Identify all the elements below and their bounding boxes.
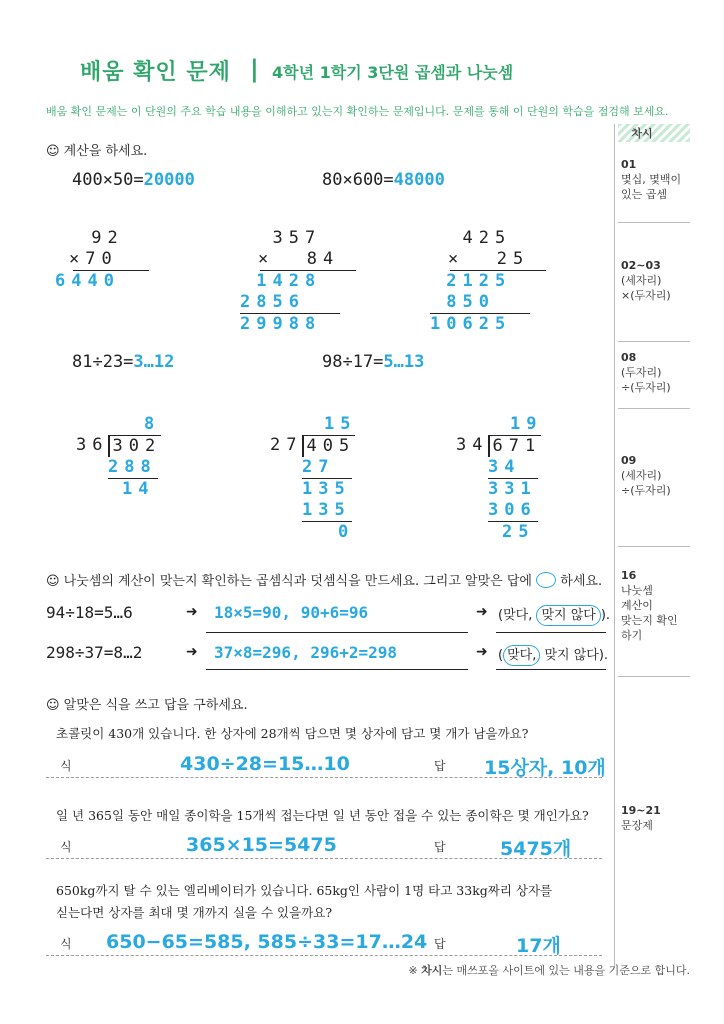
section2-heading: ☺ 나눗셈의 계산이 맞는지 확인하는 곱셈식과 덧셈식을 만드세요. 그리고 알맞은 답에 하세요. (46, 574, 603, 589)
sidebar-item-08: 08 (두자리) ÷(두자리) (621, 351, 671, 394)
expr-label: 식 (60, 937, 72, 951)
word-problem-3-expr: 650−65=585, 585÷33=17…24 (106, 931, 428, 953)
check-row-2-question: 298÷37=8…2 (46, 643, 143, 662)
sidebar-separator (618, 222, 690, 223)
sidebar-item-01: 01 몇십, 몇백이 있는 곱셈 (621, 158, 682, 201)
word-problem-1-answer: 15상자, 10개 (484, 757, 606, 779)
vertical-mult-3: 425 × 25 2125 850 10625 (430, 228, 546, 335)
mult-problem-2: 80×600=48000 (322, 170, 445, 190)
expr-label: 식 (60, 840, 72, 854)
section3-heading: ☺ 알맞은 식을 쓰고 답을 구하세요. (46, 698, 248, 713)
long-division-2: 15 27 405 27 135 135 0 (270, 414, 357, 542)
word-problem-3-answer: 17개 (516, 935, 561, 957)
check-row-1-options: (맞다, 맞지 않다 ). (498, 604, 610, 623)
sidebar-separator (618, 408, 690, 409)
vertical-mult-2: 357 × 84 1428 2856 29988 (240, 228, 356, 335)
sidebar-separator (618, 676, 690, 677)
sidebar-separator (618, 546, 690, 547)
word-problem-3-line1: 650kg까지 탈 수 있는 엘리베이터가 있습니다. 65kg인 사람이 1명 타고 33kg짜리 상자를 (56, 883, 553, 898)
check-row-2-options: ( 맞다, 맞지 않다). (498, 644, 608, 663)
sidebar-item-09: 09 (세자리) ÷(두자리) (621, 454, 671, 497)
footer-note: ※ 차시는 매쓰포올 사이트에 있는 내용을 기준으로 합니다. (408, 964, 690, 977)
circle-mark-icon (536, 572, 556, 588)
vertical-mult-1: 92 ×70 6440 (55, 228, 149, 292)
sidebar-heading: 차시 (618, 124, 690, 142)
choice-circled: 맞지 않다 (536, 605, 600, 626)
div-problem-2: 98÷17=5…13 (322, 352, 425, 372)
sidebar-item-16: 16 나눗셈 계산이 맞는지 확인하기 (621, 569, 678, 642)
word-problem-1: 초콜릿이 430개 있습니다. 한 상자에 28개씩 담으면 몇 상자에 담고 몇 개가 남을까요? (56, 726, 529, 741)
word-problem-2: 일 년 365일 동안 매일 종이학을 15개씩 접는다면 일 년 동안 접을 수 있는 종이학은 몇 개인가요? (56, 808, 589, 823)
answer-label: 답 (434, 937, 446, 951)
choice-circled: 맞다, (503, 645, 540, 666)
intro-text: 배움 확인 문제는 이 단원의 주요 학습 내용을 이해하고 있는지 확인하는 문제입니다. 문제를 통해 이 단원의 학습을 점검해 보세요. (46, 105, 669, 118)
answer-label: 답 (434, 759, 446, 773)
sidebar-item-02-03: 02~03 (세자리) ×(두자리) (621, 259, 671, 302)
title-divider: | (250, 55, 259, 83)
check-row-1-answer: 18×5=90, 90+6=96 (214, 603, 369, 622)
arrow-icon: ➜ (186, 644, 198, 660)
long-division-3: 19 34 671 34 331 306 25 (456, 414, 543, 542)
sidebar-separator (618, 341, 690, 342)
sidebar-item-19-21: 19~21 문장제 (621, 804, 661, 832)
word-problem-3-line2: 싣는다면 상자를 최대 몇 개까지 실을 수 있을까요? (56, 905, 333, 920)
check-row-2-answer: 37×8=296, 296+2=298 (214, 643, 398, 662)
sidebar-divider (614, 124, 615, 966)
word-problem-1-expr: 430÷28=15…10 (180, 753, 350, 775)
mult-problem-1: 400×50=20000 (72, 170, 195, 190)
arrow-icon: ➜ (186, 604, 198, 620)
page-title: 배움 확인 문제 (80, 60, 231, 85)
check-row-1-question: 94÷18=5…6 (46, 603, 133, 622)
section1-heading: ☺ 계산을 하세요. (46, 144, 148, 159)
arrow-icon: ➜ (476, 604, 488, 620)
expr-label: 식 (60, 759, 72, 773)
arrow-icon: ➜ (476, 644, 488, 660)
word-problem-2-answer: 5475개 (500, 838, 572, 860)
word-problem-2-expr: 365×15=5475 (186, 834, 337, 856)
answer-label: 답 (434, 840, 446, 854)
page-subtitle: 4학년 1학기 3단원 곱셈과 나눗셈 (272, 63, 514, 82)
div-problem-1: 81÷23=3…12 (72, 352, 175, 372)
long-division-1: 8 36 302 288 14 (76, 414, 162, 499)
